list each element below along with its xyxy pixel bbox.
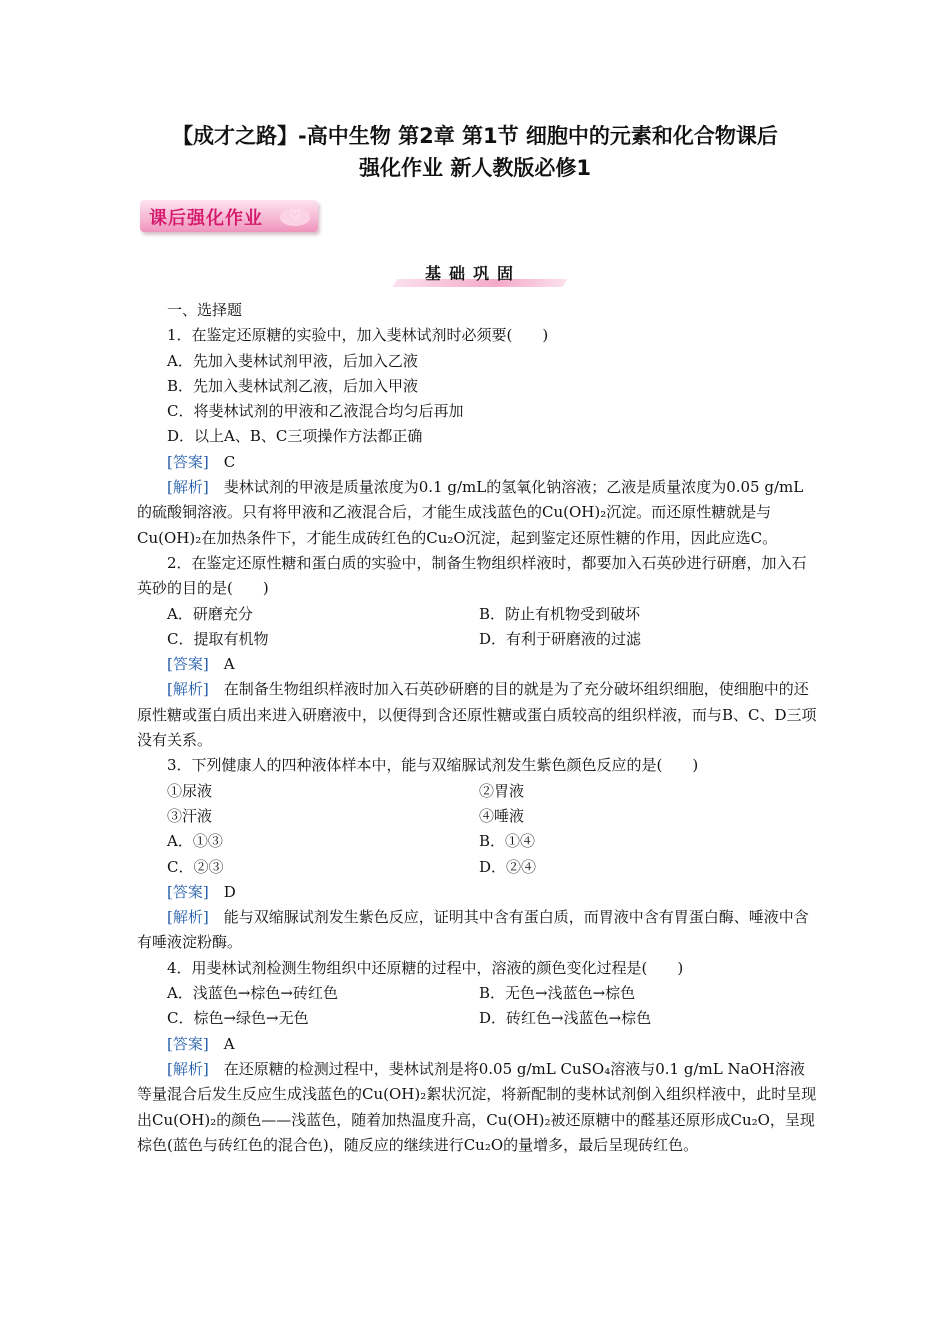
q1-option-b: B．先加入斐林试剂乙液，后加入甲液 (167, 376, 419, 395)
q3-options-row-1 (137, 829, 817, 854)
q3-item-4: ④唾液 (479, 806, 525, 825)
answer-tag: [答案] (167, 1034, 209, 1053)
q2-option-a: A．研磨充分 (167, 604, 253, 623)
answer-tag: [答案] (167, 452, 209, 471)
q1-analysis-text: 斐林试剂的甲液是质量浓度为0.1 g/mL的氢氧化钠溶液；乙液是质量浓度为0.05 g/mL的硫酸铜溶液。只有将甲液和乙液混合后，才能生成浅蓝色的Cu(OH)₂沉淀。而还原性糖就是与Cu(OH)₂在加热条件下，才能生成砖红色的Cu₂O沉淀，起到鉴定还原性糖的作用，因此应选C。 (137, 478, 804, 547)
q4-analysis-text: 在还原糖的检测过程中，斐林试剂是将0.05 g/mL CuSO₄溶液与0.1 g/mL NaOH溶液等量混合后发生反应生成浅蓝色的Cu(OH)₂絮状沉淀，将新配制的斐林试剂倒入组织样液中，此时呈现出Cu(OH)₂的颜色——浅蓝色，随着加热温度升高，Cu(OH)₂被还原糖中的醛基还原形成Cu₂O，呈现棕色(蓝色与砖红色的混合色)，随反应的继续进行Cu₂O的量增多，最后呈现砖红色。 (137, 1059, 817, 1154)
q2-options-row-2 (137, 627, 817, 652)
q3-items-row-2 (137, 804, 817, 829)
analysis-tag: [解析] (167, 908, 209, 927)
analysis-tag: [解析] (167, 1059, 209, 1078)
q3-item-2: ②胃液 (479, 781, 525, 800)
banner-label: 课后强化作业 (149, 208, 263, 229)
q4-stem: 4．用斐林试剂检测生物组织中还原糖的过程中，溶液的颜色变化过程是( ) (167, 958, 684, 977)
q3-stem: 3．下列健康人的四种液体样本中，能与双缩脲试剂发生紫色颜色反应的是( ) (167, 756, 699, 775)
q4-option-d: D．砖红色→浅蓝色→棕色 (479, 1009, 652, 1028)
q1-stem: 1．在鉴定还原糖的实验中，加入斐林试剂时必须要( ) (167, 326, 549, 345)
q4-option-b: B．无色→浅蓝色→棕色 (479, 984, 636, 1003)
analysis-tag: [解析] (167, 478, 209, 497)
section-heading-text: 基础巩固 (425, 264, 522, 283)
q1-option-a: A．先加入斐林试剂甲液，后加入乙液 (167, 351, 418, 370)
heart-icon: ♡ (280, 206, 310, 226)
q2-answer-value: A (223, 655, 235, 674)
q3-options-row-2 (137, 855, 817, 880)
q3-analysis-text: 能与双缩脲试剂发生紫色反应，证明其中含有蛋白质，而胃液中含有胃蛋白酶、唾液中含有唾液淀粉酶。 (137, 908, 809, 952)
q3-option-c: C．②③ (167, 857, 224, 876)
q1-option-c: C．将斐林试剂的甲液和乙液混合均匀后再加 (167, 402, 464, 421)
q2-options-row-1 (137, 602, 817, 627)
q3-item-3: ③汗液 (167, 806, 213, 825)
q1-option-d: D．以上A、B、C三项操作方法都正确 (167, 427, 423, 446)
q2-answer (137, 652, 817, 677)
q2-option-b: B．防止有机物受到破坏 (479, 604, 641, 623)
q3-items-row-1 (137, 779, 817, 804)
q1-analysis (137, 475, 817, 551)
q4-answer-value: A (223, 1034, 235, 1053)
question-content (137, 298, 817, 1158)
title-line-2: 强化作业 新人教版必修1 (359, 156, 591, 180)
q3-option-b: B．①④ (479, 832, 536, 851)
homework-banner (140, 200, 318, 232)
q2-stem: 2．在鉴定还原性糖和蛋白质的实验中，制备生物组织样液时，都要加入石英砂进行研磨，加入石英砂的目的是( ) (137, 553, 807, 598)
q4-option-a: A．浅蓝色→棕色→砖红色 (167, 984, 338, 1003)
section-type: 一、选择题 (167, 301, 243, 319)
q3-answer (137, 880, 817, 905)
q3-analysis (137, 905, 817, 956)
q2-analysis (137, 677, 817, 753)
q4-analysis (137, 1057, 817, 1158)
q3-option-a: A．①③ (167, 832, 223, 851)
q3-option-d: D．②④ (479, 857, 537, 876)
analysis-tag: [解析] (167, 680, 209, 699)
q2-option-d: D．有利于研磨液的过滤 (479, 629, 642, 648)
q4-options-row-2 (137, 1006, 817, 1031)
section-heading (395, 257, 570, 287)
answer-tag: [答案] (167, 655, 209, 674)
q1-answer (137, 450, 817, 475)
q3-item-1: ①尿液 (167, 781, 213, 800)
q4-answer (137, 1032, 817, 1057)
q4-options-row-1 (137, 981, 817, 1006)
title-line-1: 【成才之路】-高中生物 第2章 第1节 细胞中的元素和化合物课后 (172, 124, 778, 148)
document-title (100, 120, 850, 184)
q2-analysis-text: 在制备生物组织样液时加入石英砂研磨的目的就是为了充分破坏组织细胞，使细胞中的还原性糖或蛋白质出来进入研磨液中，以便得到含还原性糖或蛋白质较高的组织样液，而与B、C、D三项没有关系。 (137, 680, 817, 750)
q1-answer-value: C (223, 452, 236, 471)
q2-option-c: C．提取有机物 (167, 629, 269, 648)
q4-option-c: C．棕色→绿色→无色 (167, 1009, 309, 1028)
answer-tag: [答案] (167, 882, 209, 901)
q3-answer-value: D (223, 882, 236, 901)
